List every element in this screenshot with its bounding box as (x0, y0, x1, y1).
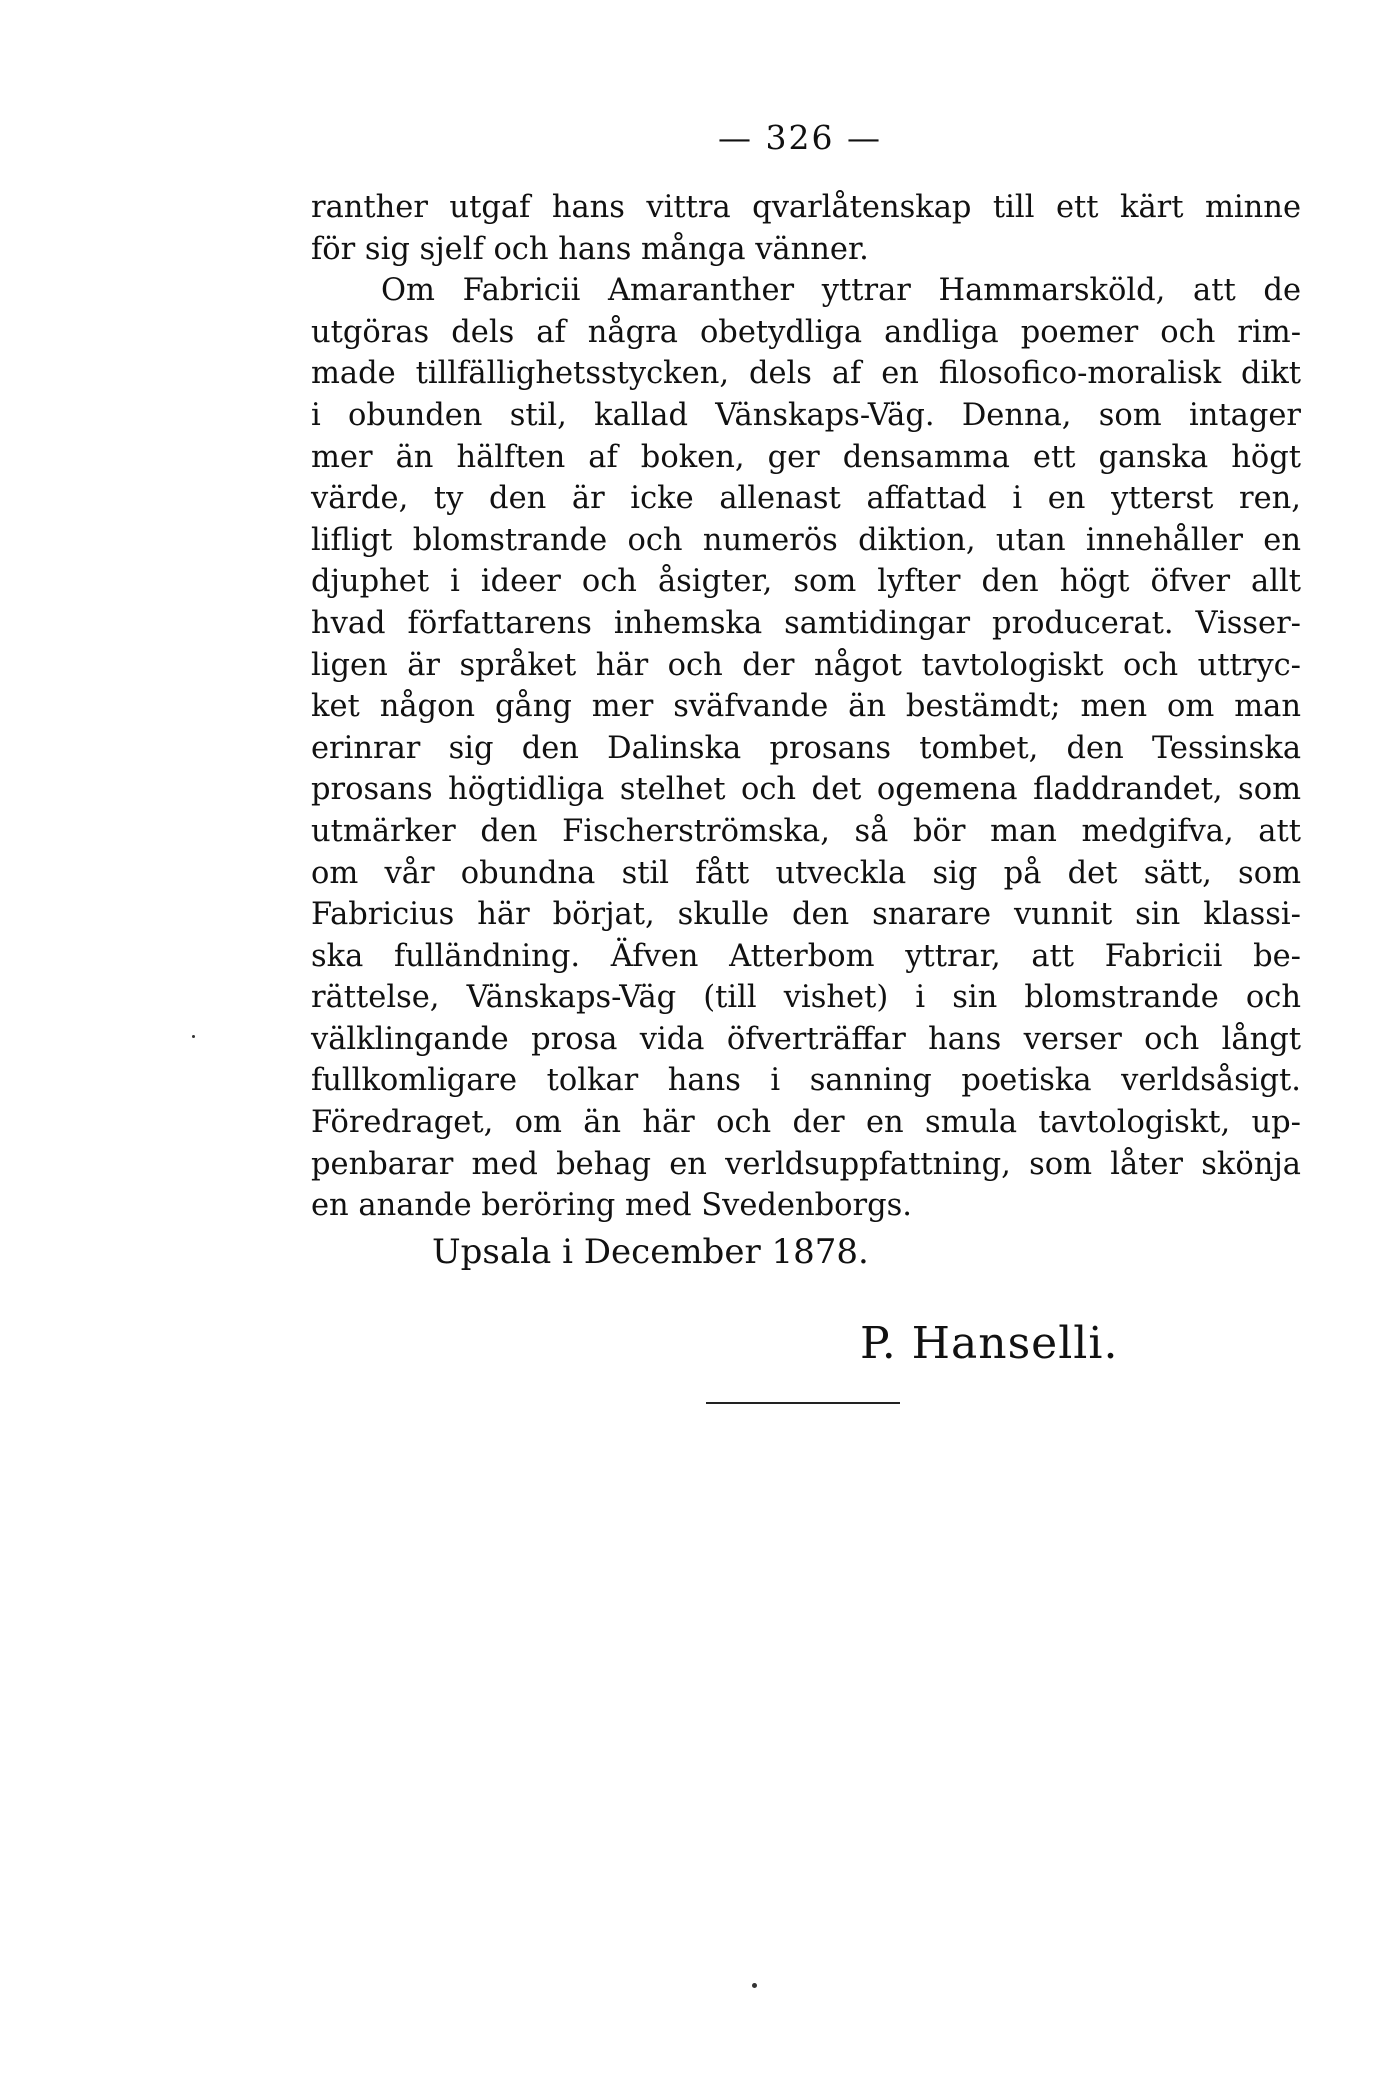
dateline: Upsala i December 1878. (432, 1232, 869, 1272)
print-speck (192, 1035, 195, 1038)
text-line: hvad författarens inhemska samtidingar producerat. Visser- (311, 605, 1301, 641)
text-line: fullkomligare tolkar hans i sanning poetiska verldsåsigt. (311, 1063, 1301, 1099)
text-line: lifligt blomstrande och numerös diktion, utan innehåller en (311, 522, 1301, 558)
text-line: Om Fabricii Amaranther yttrar Hammarsköld, att de (381, 273, 1301, 309)
text-line: prosans högtidliga stelhet och det ogemena fladdrandet, som (311, 772, 1301, 808)
text-line: penbarar med behag en verldsuppfattning, som låter skönja (311, 1146, 1301, 1182)
page-number: — 326 — (718, 118, 882, 157)
text-line: ket någon gång mer sväfvande än bestämdt; men om man (311, 689, 1301, 725)
text-line: utgöras dels af några obetydliga andliga poemer och rim- (311, 314, 1301, 350)
text-line: Föredraget, om än här och der en smula tavtologiskt, up- (311, 1105, 1301, 1141)
text-line: ligen är språket här och der något tavtologiskt och uttryc- (311, 647, 1301, 683)
text-line: rättelse, Vänskaps-Väg (till vishet) i sin blomstrande och (311, 980, 1301, 1016)
text-line: en anande beröring med Svedenborgs. (311, 1188, 912, 1224)
text-line: made tillfällighetsstycken, dels af en filosofico-moralisk dikt (311, 356, 1301, 392)
text-line: i obunden stil, kallad Vänskaps-Väg. Denna, som intager (311, 397, 1301, 433)
text-line: ska fulländning. Äfven Atterbom yttrar, att Fabricii be- (311, 938, 1301, 974)
text-line: Fabricius här börjat, skulle den snarare vunnit sin klassi- (311, 897, 1301, 933)
text-line: mer än hälften af boken, ger densamma ett ganska högt (311, 439, 1301, 475)
text-line: erinrar sig den Dalinska prosans tombet, den Tessinska (311, 730, 1301, 766)
closing-rule (706, 1402, 900, 1404)
body-text (311, 187, 1301, 1227)
text-line: ranther utgaf hans vittra qvarlåtenskap till ett kärt minne (311, 190, 1301, 225)
signature: P. Hanselli. (860, 1318, 1119, 1369)
text-line: värde, ty den är icke allenast affattad i en ytterst ren, (311, 481, 1301, 517)
print-speck (752, 1983, 757, 1988)
text-line: om vår obundna stil fått utveckla sig på det sätt, som (311, 855, 1301, 891)
text-line: välklingande prosa vida öfverträffar hans verser och långt (311, 1021, 1301, 1057)
text-line: djuphet i ideer och åsigter, som lyfter den högt öfver allt (311, 564, 1301, 600)
text-line: utmärker den Fischerströmska, så bör man medgifva, att (311, 813, 1301, 849)
text-line: för sig sjelf och hans många vänner. (311, 231, 869, 267)
